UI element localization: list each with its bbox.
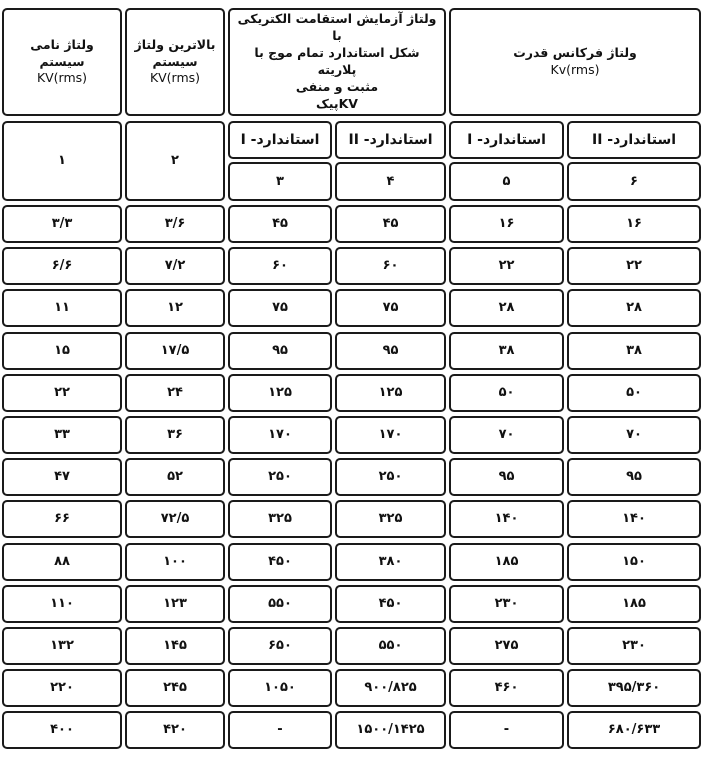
table-cell-value: ۳۸ bbox=[626, 343, 642, 359]
header-impulse-line1: ولتاژ آزمایش استقامت الکتریکی با bbox=[237, 11, 437, 44]
table-cell bbox=[567, 247, 701, 285]
table-cell bbox=[567, 458, 701, 496]
table-cell bbox=[228, 289, 332, 327]
table-cell-value: ۶۵۰ bbox=[268, 638, 292, 654]
table-cell bbox=[2, 332, 122, 370]
table-cell-value: ۱۵۰۰/۱۴۲۵ bbox=[356, 722, 425, 738]
table-cell-value: ۹۵ bbox=[382, 343, 399, 359]
column-number-3 bbox=[228, 162, 332, 201]
table-cell-value: ۶۶ bbox=[54, 511, 70, 527]
table-cell-value: ۲۳۰ bbox=[622, 638, 646, 654]
impulse-standard-1-label: استاندارد- I bbox=[240, 131, 320, 148]
table-cell-value: ۹۵ bbox=[272, 343, 288, 359]
table-cell bbox=[449, 543, 564, 581]
table-cell-value: ۲۴ bbox=[167, 385, 183, 401]
table-cell bbox=[125, 247, 225, 285]
table-cell bbox=[125, 669, 225, 707]
column-number-2 bbox=[125, 121, 225, 201]
column-number-2-label: ۲ bbox=[171, 153, 179, 169]
table-cell-value: ۲۴۵ bbox=[163, 680, 187, 696]
table-cell bbox=[567, 332, 701, 370]
table-cell-value: ۱۶ bbox=[626, 216, 642, 232]
impulse-standard-1 bbox=[228, 121, 332, 159]
table-cell-value: ۲۲۰ bbox=[50, 680, 74, 696]
table-cell bbox=[449, 374, 564, 412]
table-cell-value: ۴۲۰ bbox=[163, 722, 187, 738]
table-cell-value: ۱۲۵ bbox=[268, 385, 292, 401]
table-cell-value: ۳۹۵/۳۶۰ bbox=[607, 680, 661, 696]
table-cell-value: ۵۵۰ bbox=[268, 596, 292, 612]
table-cell-value: ۱۷۰ bbox=[378, 427, 403, 443]
table-cell-value: ۳۸۰ bbox=[378, 554, 403, 570]
header-power-frequency-unit: Kv(rms) bbox=[550, 62, 600, 77]
header-highest-voltage-unit: KV(rms) bbox=[149, 70, 201, 86]
table-cell-value: ۵۲ bbox=[167, 469, 183, 485]
table-cell bbox=[125, 374, 225, 412]
table-cell-value: ۴۶۰ bbox=[494, 680, 519, 696]
table-cell bbox=[228, 374, 332, 412]
table-cell bbox=[335, 669, 446, 707]
table-cell bbox=[228, 711, 332, 749]
header-highest-voltage bbox=[125, 8, 225, 116]
table-cell-value: ۴۵ bbox=[272, 216, 288, 232]
column-number-4 bbox=[335, 162, 446, 201]
table-cell bbox=[2, 289, 122, 327]
table-cell-value: ۱۲۳ bbox=[163, 596, 187, 612]
table-cell-value: ۳۳ bbox=[54, 427, 70, 443]
impulse-standard-2 bbox=[335, 121, 446, 159]
table-cell-value: ۴۵۰ bbox=[378, 596, 403, 612]
table-cell bbox=[125, 543, 225, 581]
column-number-1-label: ۱ bbox=[58, 153, 66, 169]
table-cell bbox=[335, 416, 446, 454]
header-nominal-voltage bbox=[2, 8, 122, 116]
table-cell bbox=[567, 374, 701, 412]
table-cell-value: ۱۰۰ bbox=[163, 554, 187, 570]
table-cell-value: ۲۲ bbox=[498, 258, 515, 274]
table-cell bbox=[567, 416, 701, 454]
table-cell bbox=[2, 374, 122, 412]
table-cell bbox=[449, 458, 564, 496]
table-cell bbox=[449, 585, 564, 623]
table-cell bbox=[125, 289, 225, 327]
power-frequency-standard-1-label: استاندارد- I bbox=[467, 131, 546, 148]
table-cell-value: ۱۵ bbox=[54, 343, 70, 359]
table-cell-value: ۲۵۰ bbox=[268, 469, 292, 485]
table-cell bbox=[449, 669, 564, 707]
table-cell bbox=[2, 247, 122, 285]
table-cell bbox=[2, 205, 122, 243]
column-number-5-label: ۵ bbox=[502, 173, 511, 189]
table-cell-value: ۶۸۰/۶۳۳ bbox=[607, 722, 661, 738]
column-number-1 bbox=[2, 121, 122, 201]
table-cell bbox=[2, 543, 122, 581]
table-cell bbox=[228, 458, 332, 496]
table-cell-value: ۹۵ bbox=[626, 469, 642, 485]
table-cell-value: ۱۲ bbox=[167, 300, 183, 316]
table-cell bbox=[2, 458, 122, 496]
header-impulse-line4: KVپیک bbox=[316, 95, 358, 111]
table-cell-value: ۴۵۰ bbox=[268, 554, 292, 570]
header-nominal-voltage-title: ولتاژ نامی سیستم bbox=[30, 36, 94, 69]
table-cell-value: ۶/۶ bbox=[51, 258, 73, 274]
table-cell bbox=[567, 585, 701, 623]
table-cell bbox=[335, 205, 446, 243]
table-cell bbox=[335, 332, 446, 370]
table-cell bbox=[125, 711, 225, 749]
power-frequency-standard-2 bbox=[567, 121, 701, 159]
table-cell-value: ۳۲۵ bbox=[268, 511, 292, 527]
column-number-4-label: ۴ bbox=[386, 173, 395, 189]
table-cell bbox=[567, 289, 701, 327]
table-cell-value: ۲۲ bbox=[626, 258, 642, 274]
table-cell-value: ۱۷۰ bbox=[268, 427, 292, 443]
table-cell bbox=[335, 543, 446, 581]
table-cell bbox=[228, 669, 332, 707]
table-cell-value: ۲۲ bbox=[54, 385, 70, 401]
table-cell-value: ۷/۲ bbox=[164, 258, 186, 274]
table-cell-value: ۸۸ bbox=[54, 554, 70, 570]
table-cell-value: ۷۲/۵ bbox=[160, 511, 190, 527]
table-cell bbox=[449, 500, 564, 538]
table-cell bbox=[567, 669, 701, 707]
table-cell bbox=[2, 585, 122, 623]
table-cell bbox=[449, 289, 564, 327]
column-number-5 bbox=[449, 162, 564, 201]
table-cell-value: ۵۵۰ bbox=[378, 638, 403, 654]
table-cell bbox=[567, 543, 701, 581]
table-cell-value: ۳/۶ bbox=[164, 216, 186, 232]
header-impulse-line2: شکل استاندارد تمام موج با پلاریته bbox=[254, 45, 420, 77]
table-cell-value: ۹۰۰/۸۲۵ bbox=[364, 680, 417, 696]
column-number-6-label: ۶ bbox=[630, 173, 638, 189]
table-cell bbox=[125, 416, 225, 454]
table-cell bbox=[125, 332, 225, 370]
table-cell bbox=[449, 247, 564, 285]
table-cell bbox=[228, 332, 332, 370]
table-cell bbox=[2, 711, 122, 749]
table-cell bbox=[228, 500, 332, 538]
table-cell-value: ۱۱۰ bbox=[50, 596, 74, 612]
column-number-6 bbox=[567, 162, 701, 201]
table-cell-value: ۴۷ bbox=[54, 469, 70, 485]
table-cell-value: ۱۲۵ bbox=[378, 385, 403, 401]
table-cell-value: ۷۵ bbox=[382, 300, 399, 316]
table-cell bbox=[335, 500, 446, 538]
table-cell bbox=[335, 247, 446, 285]
table-cell bbox=[449, 205, 564, 243]
table-cell-value: ۹۵ bbox=[498, 469, 515, 485]
table-cell bbox=[335, 458, 446, 496]
header-impulse-test-voltage bbox=[228, 8, 446, 116]
power-frequency-standard-1 bbox=[449, 121, 564, 159]
table-cell-value: ۲۳۰ bbox=[494, 596, 519, 612]
table-cell-value: - bbox=[277, 722, 283, 738]
table-cell-value: ۷۵ bbox=[272, 300, 288, 316]
table-cell bbox=[335, 711, 446, 749]
table-cell-value: ۲۷۵ bbox=[494, 638, 519, 654]
table-cell bbox=[228, 205, 332, 243]
table-cell-value: ۱۳۲ bbox=[50, 638, 74, 654]
table-cell-value: ۶۰ bbox=[272, 258, 288, 274]
table-cell-value: ۱۴۵ bbox=[163, 638, 187, 654]
table-cell-value: ۷۰ bbox=[498, 427, 515, 443]
power-frequency-standard-2-label: استاندارد- II bbox=[591, 131, 677, 148]
table-cell bbox=[228, 543, 332, 581]
table-cell bbox=[2, 627, 122, 665]
table-cell bbox=[125, 627, 225, 665]
impulse-standard-2-label: استاندارد- II bbox=[348, 131, 433, 148]
table-cell bbox=[228, 247, 332, 285]
table-cell-value: ۴۵ bbox=[382, 216, 399, 232]
table-cell-value: ۲۸ bbox=[626, 300, 642, 316]
table-cell-value: ۱۵۰ bbox=[622, 554, 646, 570]
table-cell bbox=[449, 711, 564, 749]
table-cell bbox=[125, 585, 225, 623]
table-cell-value: ۱۸۵ bbox=[494, 554, 519, 570]
table-cell-value: ۳/۳ bbox=[51, 216, 73, 232]
header-highest-voltage-line1: بالاترین ولتاژ bbox=[134, 36, 216, 52]
table-cell bbox=[228, 585, 332, 623]
table-cell-value: ۲۸ bbox=[498, 300, 515, 316]
table-cell-value: ۱۶ bbox=[498, 216, 515, 232]
table-cell bbox=[228, 627, 332, 665]
table-cell bbox=[449, 627, 564, 665]
table-cell-value: ۲۵۰ bbox=[378, 469, 403, 485]
table-cell-value: - bbox=[503, 722, 510, 738]
header-highest-voltage-line2: سیستم bbox=[152, 53, 198, 69]
table-cell bbox=[449, 332, 564, 370]
table-cell bbox=[567, 205, 701, 243]
table-cell-value: ۳۲۵ bbox=[378, 511, 403, 527]
table-cell bbox=[449, 416, 564, 454]
table-cell-value: ۵۰ bbox=[626, 385, 642, 401]
table-cell bbox=[125, 500, 225, 538]
table-cell bbox=[125, 458, 225, 496]
header-power-frequency-title: ولتاژ فرکانس قدرت bbox=[513, 45, 637, 61]
table-cell-value: ۴۰۰ bbox=[50, 722, 74, 738]
header-power-frequency-voltage bbox=[449, 8, 701, 116]
table-cell-value: ۳۶ bbox=[167, 427, 183, 443]
table-cell bbox=[2, 416, 122, 454]
header-nominal-voltage-unit: KV(rms) bbox=[36, 70, 88, 86]
table-cell-value: ۱۴۰ bbox=[622, 511, 646, 527]
table-cell-value: ۱۷/۵ bbox=[160, 343, 190, 359]
table-cell-value: ۵۰ bbox=[498, 385, 515, 401]
table-cell bbox=[567, 500, 701, 538]
table-cell-value: ۳۸ bbox=[498, 343, 515, 359]
table-cell-value: ۷۰ bbox=[626, 427, 642, 443]
table-cell-value: ۱۰۵۰ bbox=[264, 680, 296, 696]
table-cell-value: ۱۱ bbox=[54, 300, 70, 316]
table-cell bbox=[2, 500, 122, 538]
column-number-3-label: ۳ bbox=[276, 173, 284, 189]
table-cell bbox=[567, 711, 701, 749]
table-cell bbox=[335, 627, 446, 665]
table-cell-value: ۱۸۵ bbox=[622, 596, 646, 612]
table-cell bbox=[335, 289, 446, 327]
table-cell-value: ۱۴۰ bbox=[494, 511, 519, 527]
table-cell bbox=[2, 669, 122, 707]
table-cell bbox=[335, 585, 446, 623]
table-cell bbox=[125, 205, 225, 243]
table-cell bbox=[567, 627, 701, 665]
table-cell bbox=[335, 374, 446, 412]
table-cell bbox=[228, 416, 332, 454]
header-impulse-line3: مثبت و منفی bbox=[295, 78, 379, 94]
table-cell-value: ۶۰ bbox=[382, 258, 399, 274]
